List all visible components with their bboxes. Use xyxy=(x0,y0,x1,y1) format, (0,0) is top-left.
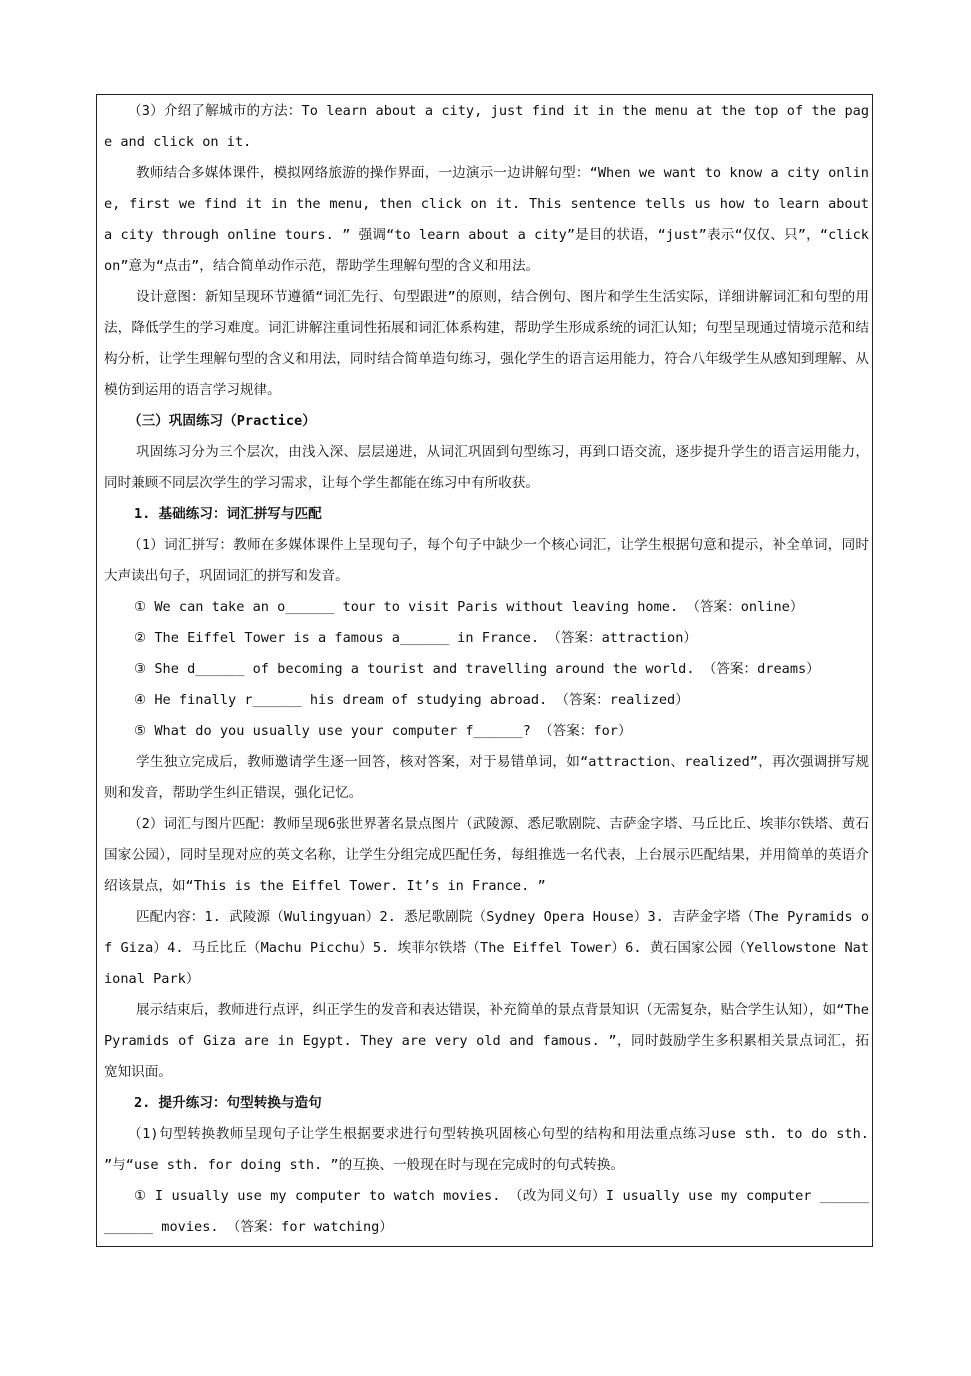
paragraph-teacher-demo: 教师结合多媒体课件，模拟网络旅游的操作界面，一边演示一边讲解句型：“When we want to know a city online, first we find it in the menu, then click on it. This sentence tells us how to learn about a city through online tours. ” 强调“to learn about a city”是目的状语，“just”表示“仅仅、只”，“click on”意为“点击”，结合简单动作示范，帮助学生理解句型的含义和用法。 xyxy=(104,165,869,274)
exercise-transform-item-1: ① I usually use my computer to watch movies. （改为同义句）I usually use my computer ______ ______ movies. （答案：for watching） xyxy=(104,1188,869,1235)
paragraph-design-intent: 设计意图：新知呈现环节遵循“词汇先行、句型跟进”的原则，结合例句、图片和学生生活实际，详细讲解词汇和句型的用法，降低学生的学习难度。词汇讲解注重词性拓展和词汇体系构建，帮助学生形成系统的词汇认知；句型呈现通过情境示范和结构分析，让学生理解句型的含义和用法，同时结合简单造句练习，强化学生的语言运用能力，符合八年级学生从感知到理解、从模仿到运用的语言学习规律。 xyxy=(104,289,869,398)
lesson-plan-text xyxy=(104,96,869,1243)
paragraph-teacher-review: 展示结束后，教师进行点评，纠正学生的发音和表达错误，补充简单的景点背景知识（无需复杂，贴合学生认知），如“The Pyramids of Giza are in Egypt. They are very old and famous. ”，同时鼓励学生多积累相关景点词汇，拓宽知识面。 xyxy=(104,1002,869,1080)
exercise-item-3: ③ She d______ of becoming a tourist and travelling around the world. （答案：dreams） xyxy=(134,661,820,677)
paragraph-sentence-transform: （1)句型转换教师呈现句子让学生根据要求进行句型转换巩固核心句型的结构和用法重点练习use sth. to do sth. ”与“use sth. for doing sth. ”的互换、一般现在时与现在完成时的句式转换。 xyxy=(104,1126,869,1173)
exercise-item-4: ④ He finally r______ his dream of studying abroad. （答案：realized） xyxy=(134,692,689,708)
paragraph-matching-content: 匹配内容：1. 武陵源（Wulingyuan）2. 悉尼歌剧院（Sydney Opera House）3. 吉萨金字塔（The Pyramids of Giza）4. 马丘比丘（Machu Picchu）5. 埃菲尔铁塔（The Eiffel Tower）6. 黄石国家公园（Yellowstone National Park） xyxy=(104,909,869,987)
paragraph-method-intro: （3）介绍了解城市的方法：To learn about a city, just find it in the menu at the top of the page and click on it. xyxy=(104,103,869,150)
subheading-basic-practice: 1. 基础练习：词汇拼写与匹配 xyxy=(134,506,322,522)
paragraph-practice-overview: 巩固练习分为三个层次，由浅入深、层层递进，从词汇巩固到句型练习，再到口语交流，逐步提升学生的语言运用能力，同时兼顾不同层次学生的学习需求，让每个学生都能在练习中有所收获。 xyxy=(104,444,869,491)
paragraph-picture-matching: （2）词汇与图片匹配：教师呈现6张世界著名景点图片（武陵源、悉尼歌剧院、吉萨金字塔、马丘比丘、埃菲尔铁塔、黄石国家公园），同时呈现对应的英文名称，让学生分组完成匹配任务，每组推选一名代表，上台展示匹配结果，并用简单的英语介绍该景点，如“This is the Eiffel Tower. It’s in France. ” xyxy=(104,816,869,894)
subheading-advanced-practice: 2. 提升练习：句型转换与造句 xyxy=(134,1095,322,1111)
section-heading-practice: （三）巩固练习（Practice） xyxy=(128,413,316,429)
exercise-item-5: ⑤ What do you usually use your computer f______? （答案：for） xyxy=(134,723,632,739)
paragraph-spelling-task: （1）词汇拼写：教师在多媒体课件上呈现句子，每个句子中缺少一个核心词汇，让学生根据句意和提示，补全单词，同时大声读出句子，巩固词汇的拼写和发音。 xyxy=(104,537,869,584)
paragraph-answer-check: 学生独立完成后，教师邀请学生逐一回答，核对答案，对于易错单词，如“attraction、realized”，再次强调拼写规则和发音，帮助学生纠正错误，强化记忆。 xyxy=(104,754,869,801)
exercise-item-1: ① We can take an o______ tour to visit Paris without leaving home. （答案：online） xyxy=(134,599,804,615)
exercise-item-2: ② The Eiffel Tower is a famous a______ in France. （答案：attraction） xyxy=(134,630,698,646)
